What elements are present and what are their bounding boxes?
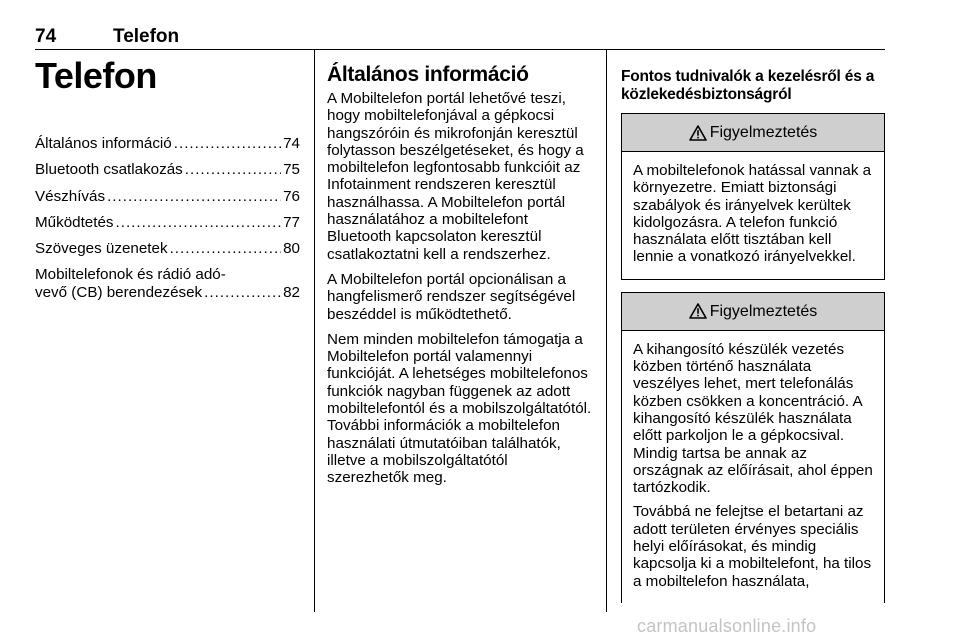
chapter-title: Telefon <box>35 55 157 96</box>
toc-label: Szöveges üzenetek <box>35 240 168 258</box>
warning-title: Figyelmeztetés <box>709 302 818 320</box>
toc-label: vevő (CB) berendezések <box>35 283 203 301</box>
subsection-heading: Fontos tudnivalók a kezelésről és a közlekedésbiztonságról <box>621 68 875 103</box>
section-heading: Általános információ <box>327 63 529 86</box>
toc-leader <box>107 188 281 205</box>
toc-leader <box>185 161 281 178</box>
column-general-info <box>327 55 593 495</box>
toc-item[interactable] <box>35 135 300 152</box>
toc-item[interactable] <box>35 214 300 231</box>
body-paragraph: A Mobiltelefon portál opcionálisan a hangfelismerő rendszer segítségével beszéddel is működtethető. <box>327 270 576 323</box>
warning-paragraph: Továbbá ne felejtse el betartani az adott területen érvényes speciális helyi előírásokat, és mindig kapcsolja ki a mobiltelefont, ha tilos a mobiltelefon használata, <box>633 503 872 590</box>
column-toc <box>35 55 300 310</box>
running-section-title: Telefon <box>113 26 180 47</box>
watermark: carmanualsonline.info <box>637 616 817 636</box>
toc-leader <box>170 240 282 257</box>
warning-paragraph: A mobiltelefonok hatással vannak a környezetre. Emiatt biztonsági szabályok és irányelvek kerültek kidolgozásra. A telefon funkció használata előtt tisztában kell lennie a vonatkozó irányelvekkel. <box>633 162 872 266</box>
page-number: 74 <box>35 26 57 47</box>
toc-page: 75 <box>283 161 300 179</box>
toc-page: 80 <box>283 240 300 258</box>
column-divider-1 <box>314 49 315 612</box>
toc-label: Vészhívás <box>35 187 106 205</box>
warning-paragraph: A kihangosító készülék vezetés közben történő használata veszélyes lehet, mert telefonálás közben csökken a koncentráció. A kihangosító készülék használata előtt parkoljon le a gépkocsival. Mindig tartsa be annak az országnak az előírásait, ahol éppen tartózkodik. <box>633 340 873 497</box>
body-paragraph: A Mobiltelefon portál lehetővé teszi, hogy mobiltelefonjával a gépkocsi hangszóróin és mikrofonján keresztül folytasson beszélgetéseket, és hogy a mobiltelefon legfontosabb funkcióit az Infotainment rendszeren keresztül használhassa. A Mobiltelefon portál használatához a mobiltelefont Bluetooth kapcsolaton keresztül csatlakoztatni kell a rendszerhez. <box>327 90 584 263</box>
toc-leader <box>204 284 281 301</box>
toc-item[interactable] <box>35 240 300 257</box>
column-divider-2 <box>606 49 607 612</box>
body-paragraph: Nem minden mobiltelefon támogatja a Mobiltelefon portál valamennyi funkcióját. A lehetséges mobiltelefonos funkciók nagyban függenek az adott mobiltelefontól és a mobilszolgáltatótól. További információk a mobiltelefon használati útmutatóiban találhatók, illetve a mobilszolgáltatótól szerezhetők meg. <box>327 330 592 487</box>
toc-page: 76 <box>283 187 300 205</box>
toc-label: Működtetés <box>35 213 114 231</box>
warning-header <box>622 293 884 331</box>
warning-box <box>621 113 885 280</box>
warning-body <box>622 152 884 279</box>
toc-item[interactable] <box>35 188 300 205</box>
warning-body <box>622 331 884 603</box>
toc-label: Bluetooth csatlakozás <box>35 161 183 179</box>
toc-leader <box>174 135 281 152</box>
toc-item[interactable] <box>35 266 300 301</box>
toc-page: 77 <box>283 213 300 231</box>
table-of-contents <box>35 135 300 301</box>
toc-item[interactable] <box>35 161 300 178</box>
toc-label-line1: Mobiltelefonok és rádió adó- <box>35 266 226 284</box>
warning-title: Figyelmeztetés <box>709 123 818 141</box>
toc-label: Általános információ <box>35 135 172 152</box>
toc-page: 82 <box>283 283 300 301</box>
header-rule <box>35 49 885 50</box>
toc-leader <box>116 214 282 231</box>
warning-triangle-icon <box>689 125 707 141</box>
warning-header <box>622 114 884 152</box>
toc-page: 74 <box>283 135 300 152</box>
warning-triangle-icon <box>689 303 707 319</box>
warning-box <box>621 292 885 603</box>
column-safety <box>621 55 885 603</box>
